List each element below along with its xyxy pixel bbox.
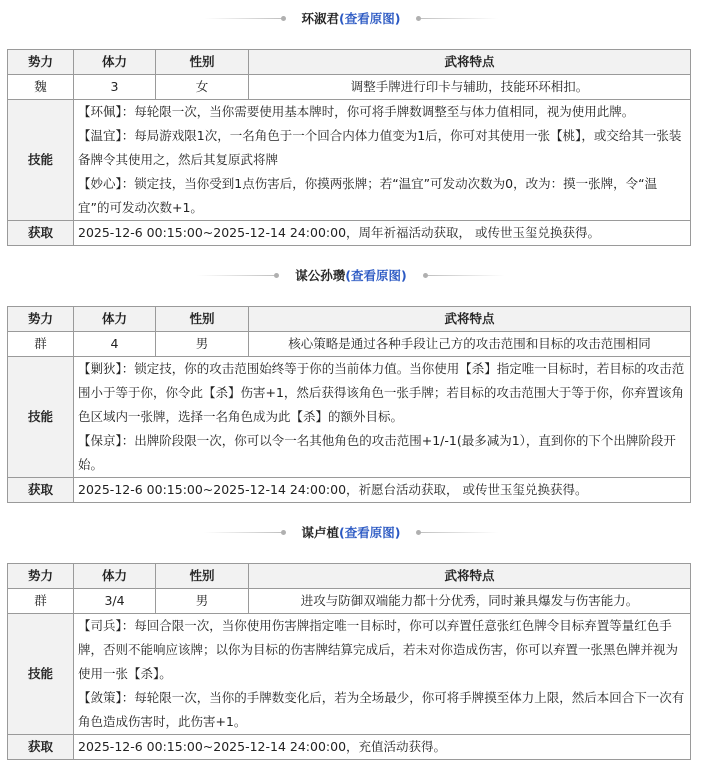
obtain-row bbox=[8, 735, 691, 760]
title-divider-left bbox=[204, 18, 284, 19]
skills-row bbox=[8, 614, 691, 735]
title-divider-right bbox=[425, 275, 505, 276]
hp-header: 体力 bbox=[74, 50, 156, 75]
title-divider-left bbox=[197, 275, 277, 276]
general-name: 环淑君 bbox=[301, 11, 340, 26]
table-header-row bbox=[8, 50, 691, 75]
traits-value: 调整手牌进行印卡与辅助，技能环环相扣。 bbox=[249, 75, 691, 100]
hp-value: 3 bbox=[74, 75, 156, 100]
gender-value: 男 bbox=[156, 332, 249, 357]
title-divider-right bbox=[418, 532, 498, 533]
gender-value: 女 bbox=[156, 75, 249, 100]
obtain-label: 获取 bbox=[8, 478, 74, 503]
gender-header: 性别 bbox=[156, 50, 249, 75]
table-header-row bbox=[8, 564, 691, 589]
general-title bbox=[302, 9, 401, 27]
skill-text: 【妙心】：锁定技，当你受到1点伤害后，你摸两张牌；若“温宜”可发动次数为0，改为：摸一张牌，令“温宜”的可发动次数+1。 bbox=[78, 176, 658, 215]
traits-header: 武将特点 bbox=[249, 564, 691, 589]
traits-header: 武将特点 bbox=[249, 307, 691, 332]
skill-text: 【敛策】：每轮限一次，当你的手牌数变化后，若为全场最少，你可将手牌摸至体力上限，然后本回合下一次有角色造成伤害时，此伤害+1。 bbox=[78, 690, 685, 729]
hp-value: 4 bbox=[74, 332, 156, 357]
skills-row bbox=[8, 100, 691, 221]
obtain-value: 2025-12-6 00:15:00~2025-12-14 24:00:00，祈愿台活动获取， 或传世玉玺兑换获得。 bbox=[74, 478, 691, 503]
obtain-value: 2025-12-6 00:15:00~2025-12-14 24:00:00，充值活动获得。 bbox=[74, 735, 691, 760]
general-name: 谋公孙瓒 bbox=[295, 268, 346, 283]
general-table-3 bbox=[7, 563, 691, 760]
obtain-label: 获取 bbox=[8, 221, 74, 246]
hp-header: 体力 bbox=[74, 307, 156, 332]
basic-info-row bbox=[8, 75, 691, 100]
hp-value: 3/4 bbox=[74, 589, 156, 614]
title-divider-left bbox=[204, 532, 284, 533]
hp-header: 体力 bbox=[74, 564, 156, 589]
gender-header: 性别 bbox=[156, 564, 249, 589]
general-title bbox=[295, 266, 406, 284]
faction-value: 魏 bbox=[8, 75, 74, 100]
view-original-image-link[interactable]: (查看原图) bbox=[345, 268, 407, 283]
obtain-row bbox=[8, 221, 691, 246]
section-title-3 bbox=[0, 522, 702, 542]
obtain-label: 获取 bbox=[8, 735, 74, 760]
view-original-image-link[interactable]: (查看原图) bbox=[339, 11, 401, 26]
general-table-1 bbox=[7, 49, 691, 246]
skills-label: 技能 bbox=[8, 357, 74, 478]
faction-header: 势力 bbox=[8, 564, 74, 589]
faction-value: 群 bbox=[8, 589, 74, 614]
faction-header: 势力 bbox=[8, 50, 74, 75]
skills-cell bbox=[74, 614, 691, 735]
basic-info-row bbox=[8, 332, 691, 357]
skills-label: 技能 bbox=[8, 100, 74, 221]
skills-row bbox=[8, 357, 691, 478]
general-table-2 bbox=[7, 306, 691, 503]
section-title-1 bbox=[0, 8, 702, 28]
obtain-value: 2025-12-6 00:15:00~2025-12-14 24:00:00，周年祈福活动获取， 或传世玉玺兑换获得。 bbox=[74, 221, 691, 246]
skill-text: 【温宜】：每局游戏限1次，一名角色于一个回合内体力值变为1后，你可对其使用一张【桃】，或交给其一张装备牌令其使用之，然后其复原武将牌 bbox=[78, 128, 682, 167]
general-title bbox=[302, 523, 401, 541]
title-divider-right bbox=[418, 18, 498, 19]
skills-cell bbox=[74, 100, 691, 221]
faction-header: 势力 bbox=[8, 307, 74, 332]
section-title-2 bbox=[0, 265, 702, 285]
gender-value: 男 bbox=[156, 589, 249, 614]
skill-text: 【司兵】：每回合限一次，当你使用伤害牌指定唯一目标时，你可以弃置任意张红色牌令目标弃置等量红色手牌，否则不能响应该牌；以你为目标的伤害牌结算完成后，若未对你造成伤害，你可以弃置一张黑色牌并视为使用一张【杀】。 bbox=[78, 618, 679, 681]
skill-text: 【剿狄】：锁定技，你的攻击范围始终等于你的当前体力值。当你使用【杀】指定唯一目标时，若目标的攻击范围小于等于你，你令此【杀】伤害+1，然后获得该角色一张手牌；若目标的攻击范围大于等于你，你弃置该角色区域内一张牌，选择一名角色成为此【杀】的额外目标。 bbox=[78, 361, 685, 424]
skills-label: 技能 bbox=[8, 614, 74, 735]
basic-info-row bbox=[8, 589, 691, 614]
faction-value: 群 bbox=[8, 332, 74, 357]
traits-value: 核心策略是通过各种手段让己方的攻击范围和目标的攻击范围相同 bbox=[249, 332, 691, 357]
view-original-image-link[interactable]: (查看原图) bbox=[339, 525, 401, 540]
skill-text: 【保京】：出牌阶段限一次，你可以令一名其他角色的攻击范围+1/-1(最多减为1），直到你的下个出牌阶段开始。 bbox=[78, 433, 676, 472]
traits-header: 武将特点 bbox=[249, 50, 691, 75]
traits-value: 进攻与防御双端能力都十分优秀，同时兼具爆发与伤害能力。 bbox=[249, 589, 691, 614]
skill-text: 【环佩】：每轮限一次，当你需要使用基本牌时，你可将手牌数调整至与体力值相同，视为使用此牌。 bbox=[78, 104, 635, 119]
skills-cell bbox=[74, 357, 691, 478]
table-header-row bbox=[8, 307, 691, 332]
obtain-row bbox=[8, 478, 691, 503]
general-name: 谋卢植 bbox=[301, 525, 340, 540]
gender-header: 性别 bbox=[156, 307, 249, 332]
